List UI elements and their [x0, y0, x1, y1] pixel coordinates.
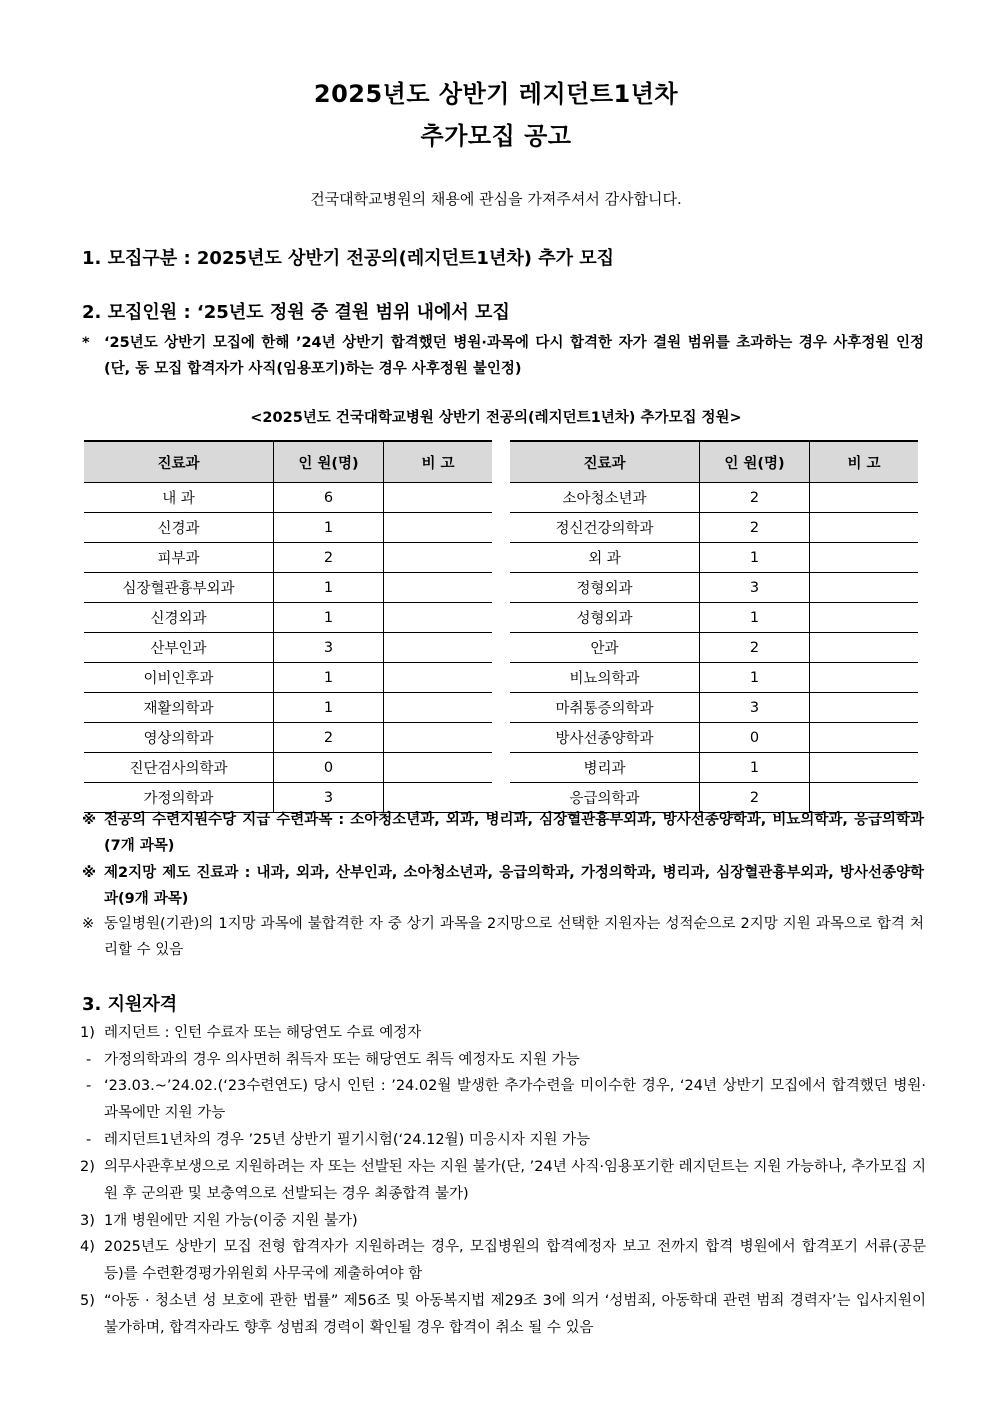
- header-dept: 진료과: [510, 441, 700, 483]
- table-row: [510, 753, 918, 783]
- remark-cell: [810, 543, 919, 573]
- table-row: [510, 483, 918, 513]
- header-dept: 진료과: [84, 441, 274, 483]
- count-cell: 2: [274, 543, 384, 573]
- sub-text: ‘23.03.~’24.02.(‘23수련연도) 당시 인턴 : ’24.02월 발생한 추가수련을 미이수한 경우, ‘24년 상반기 모집에서 합격했던 병원·과목에만 지원 가능: [104, 1078, 926, 1121]
- qualification-item-3: [80, 1208, 926, 1235]
- table-row: [84, 663, 492, 693]
- header-remark: 비 고: [384, 441, 493, 483]
- count-cell: 3: [274, 633, 384, 663]
- table-header-row: [510, 441, 918, 483]
- dept-cell: 가정의학과: [84, 783, 274, 813]
- item-marker: 3): [80, 1213, 95, 1229]
- item-text: 2025년도 상반기 모집 전형 합격자가 지원하려는 경우, 모집병원의 합격예정자 보고 전까지 합격 병원에서 합격포기 서류(공문 등)를 수련환경평가위원회 사무국에 제출하여야 함: [104, 1239, 926, 1282]
- table-row: [84, 693, 492, 723]
- note-text: 제2지망 제도 진료과 : 내과, 외과, 산부인과, 소아청소년과, 응급의학과, 가정의학과, 병리과, 심장혈관흉부외과, 방사선종양학과(9개 과목): [104, 865, 924, 907]
- dept-cell: 신경과: [84, 513, 274, 543]
- note-text: 전공의 수련지원수당 지급 수련과목 : 소아청소년과, 외과, 병리과, 심장혈관흉부외과, 방사선종양학과, 비뇨의학과, 응급의학과(7개 과목): [104, 812, 924, 854]
- table-row: [84, 723, 492, 753]
- table-row: [84, 633, 492, 663]
- item-text: 의무사관후보생으로 지원하려는 자 또는 선발된 자는 지원 불가(단, ’24년 사직·임용포기한 레지던트는 지원 가능하나, 추가모집 지원 후 군의관 및 보충역으로 선발되는 경우 최종합격 불가): [104, 1159, 926, 1202]
- table-row: [84, 483, 492, 513]
- header-count: 인 원(명): [274, 441, 384, 483]
- header-remark: 비 고: [810, 441, 919, 483]
- count-cell: 2: [274, 723, 384, 753]
- remark-cell: [810, 723, 919, 753]
- sub-text: 레지던트1년차의 경우 ’25년 상반기 필기시험(‘24.12월) 미응시자 지원 가능: [104, 1132, 591, 1148]
- sub-marker: -: [86, 1132, 92, 1148]
- table-header-row: [84, 441, 492, 483]
- document-title-line2: 추가모집 공고: [420, 122, 572, 150]
- qualification-item-1: [80, 1020, 926, 1047]
- remark-cell: [810, 693, 919, 723]
- count-cell: 1: [700, 543, 810, 573]
- dept-cell: 방사선종양학과: [510, 723, 700, 753]
- section2-heading: 2. 모집인원 : ‘25년도 정원 중 결원 범위 내에서 모집: [82, 302, 510, 323]
- item-text: “아동 · 청소년 성 보호에 관한 법률” 제56조 및 아동복지법 제29조 3에 의거 ‘성범죄, 아동학대 관련 범죄 경력자’는 입사지원이 불가하며, 합격자라도 향후 성범죄 경력이 확인될 경우 합격이 취소 될 수 있음: [104, 1293, 926, 1336]
- dept-cell: 병리과: [510, 753, 700, 783]
- table-caption: <2025년도 건국대학교병원 상반기 전공의(레지던트1년차) 추가모집 정원>: [250, 410, 742, 426]
- count-cell: 2: [700, 513, 810, 543]
- count-cell: 3: [700, 573, 810, 603]
- note-second-choice-rule: [82, 911, 924, 963]
- remark-cell: [810, 513, 919, 543]
- remark-cell: [810, 483, 919, 513]
- sub-text: 가정의학과의 경우 의사면허 취득자 또는 해당연도 취득 예정자도 지원 가능: [104, 1052, 580, 1068]
- dept-cell: 마취통증의학과: [510, 693, 700, 723]
- section3-heading: 3. 지원자격: [82, 994, 178, 1015]
- item-marker: 5): [80, 1293, 95, 1309]
- header-count: 인 원(명): [700, 441, 810, 483]
- remark-cell: [384, 483, 493, 513]
- remark-cell: [384, 573, 493, 603]
- table-row: [510, 513, 918, 543]
- dept-cell: 소아청소년과: [510, 483, 700, 513]
- table-row: [510, 543, 918, 573]
- item-text: 1개 병원에만 지원 가능(이중 지원 불가): [104, 1213, 358, 1229]
- dept-cell: 신경외과: [84, 603, 274, 633]
- table-row: [510, 633, 918, 663]
- note-training-allowance: [82, 807, 924, 859]
- remark-cell: [384, 723, 493, 753]
- remark-cell: [384, 753, 493, 783]
- note-marker: ※: [82, 865, 97, 881]
- note-text: 동일병원(기관)의 1지망 과목에 불합격한 자 중 상기 과목을 2지망으로 선택한 지원자는 성적순으로 2지망 지원 과목으로 합격 처리할 수 있음: [104, 916, 924, 958]
- item-text: 레지던트 : 인턴 수료자 또는 해당연도 수료 예정자: [104, 1025, 422, 1041]
- remark-cell: [384, 543, 493, 573]
- note-second-choice: [82, 860, 924, 912]
- dept-cell: 진단검사의학과: [84, 753, 274, 783]
- qualification-sub-1: [86, 1047, 926, 1074]
- remark-cell: [384, 603, 493, 633]
- dept-cell: 산부인과: [84, 633, 274, 663]
- remark-cell: [810, 753, 919, 783]
- item-marker: 4): [80, 1239, 95, 1255]
- table-row: [510, 663, 918, 693]
- note-text: ‘25년도 상반기 모집에 한해 ’24년 상반기 합격했던 병원·과목에 다시 합격한 자가 결원 범위를 초과하는 경우 사후정원 인정 (단, 동 모집 합격자가 사직(임용포기)하는 경우 사후정원 불인정): [104, 335, 924, 377]
- note-marker: ※: [82, 916, 95, 932]
- remark-cell: [384, 513, 493, 543]
- table-row: [510, 693, 918, 723]
- item-marker: 1): [80, 1025, 95, 1041]
- count-cell: 6: [274, 483, 384, 513]
- count-cell: 1: [274, 603, 384, 633]
- count-cell: 1: [274, 513, 384, 543]
- dept-cell: 내 과: [84, 483, 274, 513]
- table-row: [84, 513, 492, 543]
- count-cell: 3: [700, 693, 810, 723]
- remark-cell: [810, 633, 919, 663]
- table-row: [84, 753, 492, 783]
- note-marker: ※: [82, 812, 97, 828]
- dept-cell: 피부과: [84, 543, 274, 573]
- remark-cell: [810, 573, 919, 603]
- remark-cell: [384, 693, 493, 723]
- qualification-item-5: [80, 1288, 926, 1342]
- quota-table-left: [84, 440, 492, 813]
- count-cell: 2: [700, 783, 810, 813]
- item-marker: 2): [80, 1159, 95, 1175]
- count-cell: 1: [274, 693, 384, 723]
- count-cell: 2: [700, 633, 810, 663]
- remark-cell: [384, 663, 493, 693]
- dept-cell: 응급의학과: [510, 783, 700, 813]
- dept-cell: 외 과: [510, 543, 700, 573]
- count-cell: 1: [700, 663, 810, 693]
- quota-table-right: [510, 440, 918, 813]
- qualification-sub-2: [86, 1073, 926, 1127]
- count-cell: 0: [700, 723, 810, 753]
- count-cell: 2: [700, 483, 810, 513]
- dept-cell: 이비인후과: [84, 663, 274, 693]
- dept-cell: 영상의학과: [84, 723, 274, 753]
- table-row: [510, 573, 918, 603]
- dept-cell: 비뇨의학과: [510, 663, 700, 693]
- sub-marker: -: [86, 1078, 92, 1094]
- dept-cell: 성형외과: [510, 603, 700, 633]
- dept-cell: 재활의학과: [84, 693, 274, 723]
- table-row: [510, 603, 918, 633]
- count-cell: 1: [274, 573, 384, 603]
- table-row: [510, 723, 918, 753]
- count-cell: 3: [274, 783, 384, 813]
- section1-heading: 1. 모집구분 : 2025년도 상반기 전공의(레지던트1년차) 추가 모집: [82, 248, 615, 269]
- count-cell: 1: [274, 663, 384, 693]
- remark-cell: [810, 663, 919, 693]
- count-cell: 0: [274, 753, 384, 783]
- section2-note: [82, 330, 924, 382]
- count-cell: 1: [700, 603, 810, 633]
- table-row: [84, 543, 492, 573]
- dept-cell: 정형외과: [510, 573, 700, 603]
- dept-cell: 정신건강의학과: [510, 513, 700, 543]
- table-row: [84, 573, 492, 603]
- remark-cell: [384, 633, 493, 663]
- dept-cell: 심장혈관흉부외과: [84, 573, 274, 603]
- qualification-item-2: [80, 1154, 926, 1208]
- sub-marker: -: [86, 1052, 92, 1068]
- note-marker: *: [82, 335, 90, 351]
- intro-text: 건국대학교병원의 채용에 관심을 가져주셔서 감사합니다.: [310, 190, 682, 208]
- document-title-line1: 2025년도 상반기 레지던트1년차: [313, 80, 679, 108]
- remark-cell: [810, 603, 919, 633]
- table-row: [84, 603, 492, 633]
- qualification-sub-3: [86, 1127, 926, 1154]
- count-cell: 1: [700, 753, 810, 783]
- dept-cell: 안과: [510, 633, 700, 663]
- qualification-item-4: [80, 1234, 926, 1288]
